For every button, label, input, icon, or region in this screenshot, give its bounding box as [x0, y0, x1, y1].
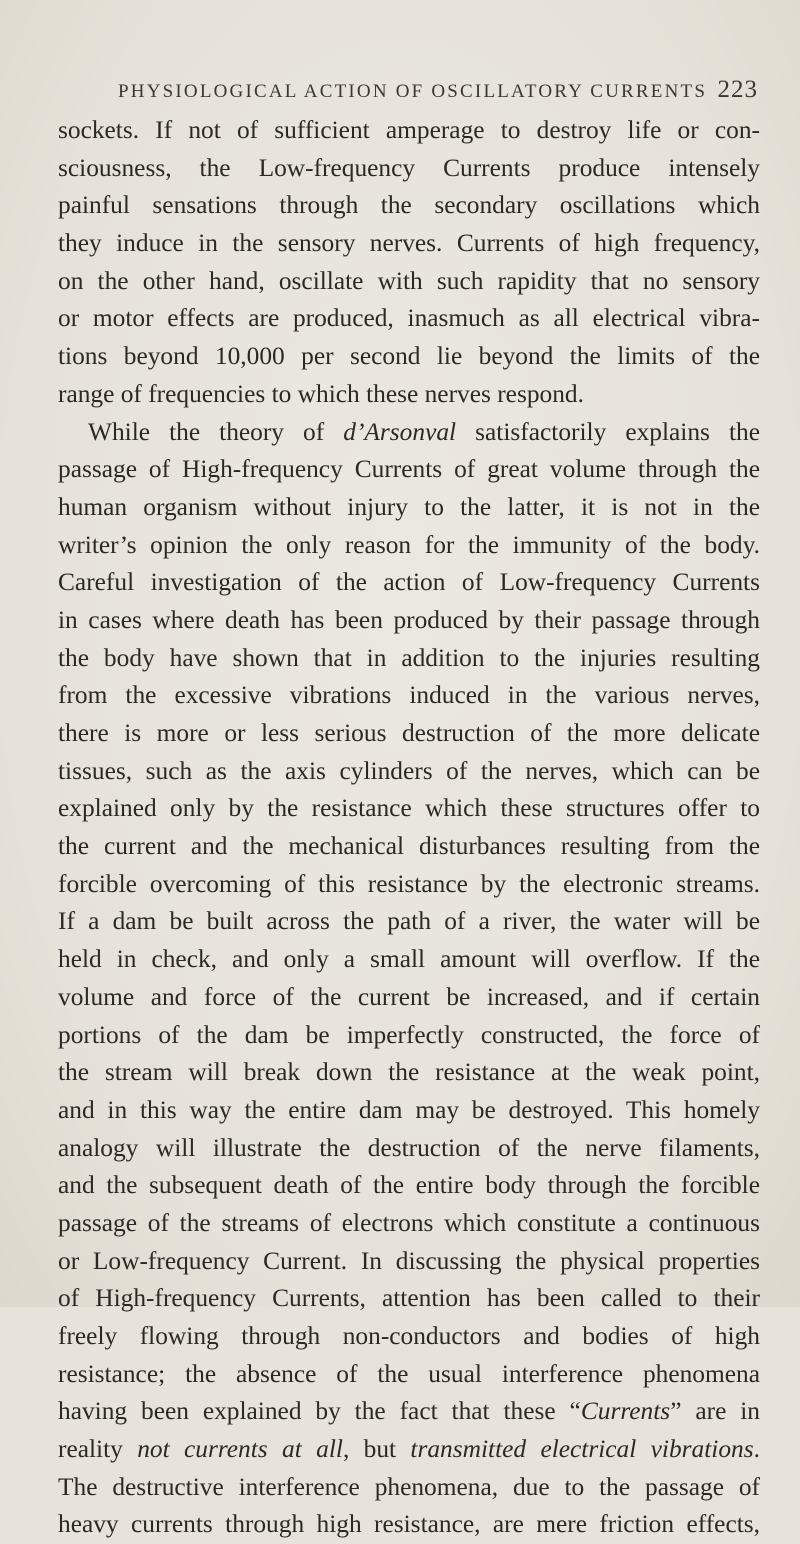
text-line: held in check, and only a small amount will overflow. If the: [58, 945, 760, 974]
text-line: portions of the dam be imperfectly constructed, the force of: [58, 1020, 760, 1049]
text-run: satisfactorily explains the: [456, 417, 760, 446]
body-text: [58, 112, 760, 1544]
text-line: [58, 1431, 760, 1469]
text-run: reality: [58, 1435, 138, 1464]
text-line: they induce in the sensory nerves. Currents of high frequency,: [58, 229, 760, 258]
text-line: the body have shown that in addition to the injuries resulting: [58, 643, 760, 672]
page-number: 223: [717, 76, 758, 103]
text-line: human organism without injury to the latter, it is not in the: [58, 492, 760, 521]
text-line: range of frequencies to which these nerves respond.: [58, 379, 584, 408]
text-line: of High-frequency Currents, attention has been called to their: [58, 1284, 760, 1313]
text-line: freely flowing through non-conductors and bodies of high: [58, 1322, 760, 1350]
text-line: volume and force of the current be increased, and if certain: [58, 982, 760, 1011]
italic-run: Currents: [580, 1397, 671, 1426]
running-head: [118, 76, 758, 104]
text-line: sockets. If not of sufficient amperage to destroy life or con-: [58, 116, 760, 144]
text-line: painful sensations through the secondary oscillations which: [58, 191, 760, 220]
text-line: explained only by the resistance which these structures offer to: [58, 794, 760, 823]
text-line: or motor effects are produced, inasmuch as all electrical vibra-: [58, 304, 760, 333]
text-line: tions beyond 10,000 per second lie beyond the limits of the: [58, 342, 760, 371]
text-line: passage of the streams of electrons which constitute a continuous: [58, 1208, 760, 1237]
text-line: the stream will break down the resistance at the weak point,: [58, 1058, 760, 1087]
text-line: there is more or less serious destruction of the more delicate: [58, 719, 760, 747]
text-run: .: [753, 1435, 760, 1464]
text-line: forcible overcoming of this resistance by the electronic streams.: [58, 869, 760, 898]
text-line: from the excessive vibrations induced in the various nerves,: [58, 681, 760, 710]
text-run: ” are in: [670, 1397, 760, 1426]
text-run: , but: [342, 1435, 411, 1464]
text-run: having been explained by the fact that these “: [58, 1397, 581, 1426]
text-run: While the theory of: [88, 417, 344, 446]
italic-run: d’Arsonval: [343, 417, 457, 446]
text-line: in cases where death has been produced by their passage through: [58, 605, 760, 634]
text-line: on the other hand, oscillate with such rapidity that no sensory: [58, 266, 760, 295]
text-line: or Low-frequency Current. In discussing the physical properties: [58, 1246, 760, 1275]
text-line: The destructive interference phenomena, due to the passage of: [58, 1472, 760, 1501]
text-line: tissues, such as the axis cylinders of the nerves, which can be: [58, 756, 760, 785]
text-line: writer’s opinion the only reason for the immunity of the body.: [58, 530, 760, 559]
text-line: If a dam be built across the path of a river, the water will be: [58, 907, 760, 936]
text-line: [58, 414, 760, 452]
text-line: heavy currents through high resistance, are mere friction effects,: [58, 1510, 760, 1539]
running-title: PHYSIOLOGICAL ACTION OF OSCILLATORY CURRENTS: [118, 81, 708, 102]
text-line: [58, 1393, 760, 1431]
text-line: resistance; the absence of the usual interference phenomena: [58, 1359, 760, 1388]
text-line: analogy will illustrate the destruction of the nerve filaments,: [58, 1133, 760, 1162]
italic-run: not currents at all: [137, 1435, 343, 1464]
text-line: the current and the mechanical disturbances resulting from the: [58, 832, 760, 861]
text-line: passage of High-frequency Currents of great volume through the: [58, 455, 760, 484]
text-line: sciousness, the Low-frequency Currents produce intensely: [58, 153, 760, 182]
text-line: Careful investigation of the action of Low-frequency Currents: [58, 568, 760, 597]
italic-run: transmitted electrical vibrations: [410, 1435, 754, 1464]
text-line: and the subsequent death of the entire body through the forcible: [58, 1171, 760, 1200]
text-line: and in this way the entire dam may be destroyed. This homely: [58, 1095, 760, 1124]
